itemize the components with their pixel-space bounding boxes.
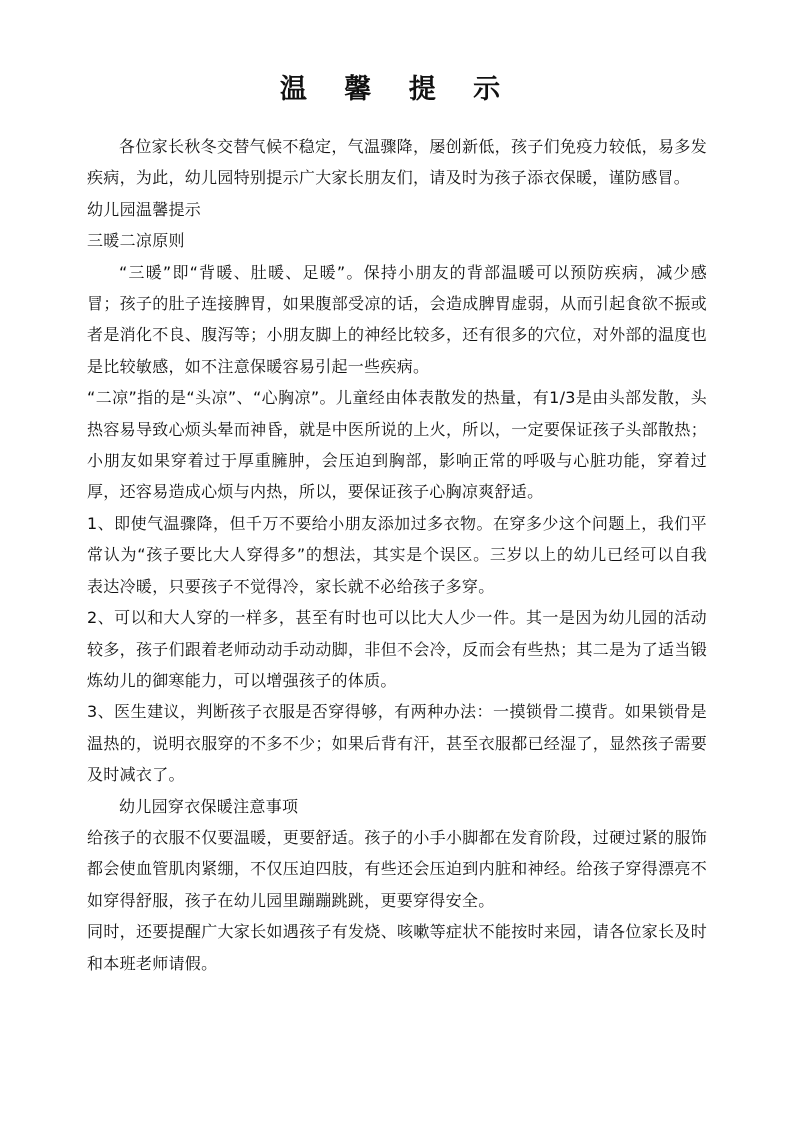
document-title: 温 馨 提 示 (279, 74, 515, 105)
intro-paragraph: 各位家长秋冬交替气候不稳定，气温骤降，屡创新低，孩子们免疫力较低，易多发疾病，为此，幼儿园特别提示广大家长朋友们，请及时为孩子添衣保暖，谨防感冒。 (87, 137, 707, 188)
document-body (87, 131, 707, 979)
section-heading-principle: 三暖二凉原则 (87, 231, 185, 251)
three-warm-paragraph: “三暖”即“背暖、肚暖、足暖”。保持小朋友的背部温暖可以预防疾病，减少感冒；孩子的肚子连接脾胃，如果腹部受凉的话，会造成脾胃虚弱，从而引起食欲不振或者是消化不良、腹泻等；小朋友脚上的神经比较多，还有很多的穴位，对外部的温度也是比较敏感，如不注意保暖容易引起一些疾病。 (87, 262, 707, 376)
tip-item-2: 2、可以和大人穿的一样多，甚至有时也可以比大人少一件。其一是因为幼儿园的活动较多，孩子们跟着老师动动手动动脚，非但不会冷，反而会有些热；其二是为了适当锻炼幼儿的御寒能力，可以增强孩子的体质。 (87, 608, 707, 690)
tip-item-3: 3、医生建议，判断孩子衣服是否穿得够，有两种办法：一摸锁骨二摸背。如果锁骨是温热的，说明衣服穿的不多不少；如果后背有汗，甚至衣服都已经湿了，显然孩子需要及时减衣了。 (87, 702, 707, 785)
section-heading-tips: 幼儿园温馨提示 (87, 199, 202, 219)
closing-paragraph: 同时，还要提醒广大家长如遇孩子有发烧、咳嗽等症状不能按时来园，请各位家长及时和本班老师请假。 (87, 922, 707, 973)
tip-item-1: 1、即使气温骤降，但千万不要给小朋友添加过多衣物。在穿多少这个问题上，我们平常认为“孩子要比大人穿得多”的想法，其实是个误区。三岁以上的幼儿已经可以自我表达冷暖，只要孩子不觉得冷，家长就不必给孩子多穿。 (87, 513, 707, 596)
dressing-paragraph: 给孩子的衣服不仅要温暖，更要舒适。孩子的小手小脚都在发育阶段，过硬过紧的服饰都会使血管肌肉紧绷，不仅压迫四肢，有些还会压迫到内脏和神经。给孩子穿得漂亮不如穿得舒服，孩子在幼儿园里蹦蹦跳跳，更要穿得安全。 (87, 827, 707, 910)
two-cool-paragraph: “二凉”指的是“头凉”、“心胸凉”。儿童经由体表散发的热量，有1/3是由头部发散，头热容易导致心烦头晕而神昏，就是中医所说的上火，所以，一定要保证孩子头部散热；小朋友如果穿着过于厚重臃肿，会压迫到胸部，影响正常的呼吸与心脏功能，穿着过厚，还容易造成心烦与内热，所以，要保证孩子心胸凉爽舒适。 (87, 388, 707, 502)
section-heading-dressing: 幼儿园穿衣保暖注意事项 (119, 796, 299, 816)
